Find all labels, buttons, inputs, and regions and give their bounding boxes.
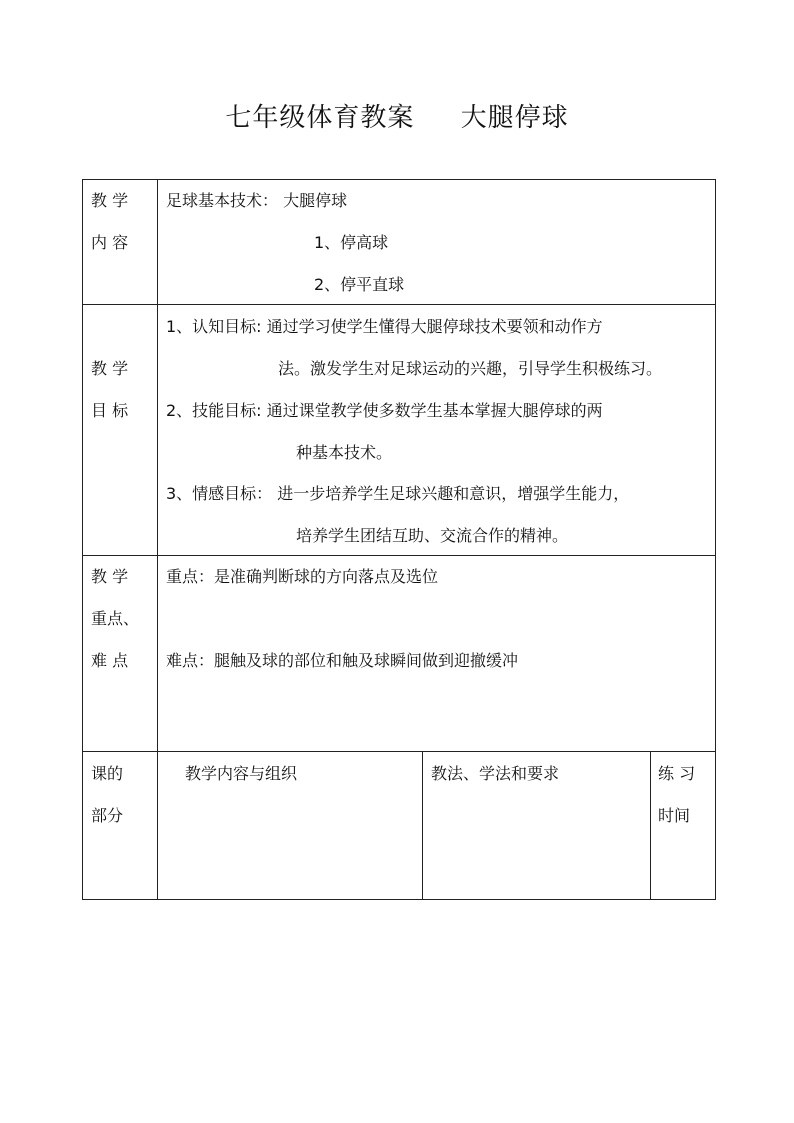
goal-affective-line2: 培养学生团结互助、交流合作的精神。 [296,526,569,545]
goal-skill-line1: 2、技能目标: 通过课堂教学使多数学生基本掌握大腿停球的两 [166,401,603,420]
goal-cognitive-line1: 1、认知目标: 通过学习使学生懂得大腿停球技术要领和动作方 [166,317,603,336]
structure-col4-line1: 练 习 [658,764,696,783]
structure-col3-header: 教法、学法和要求 [431,764,560,783]
keypoints-label-line3: 难 点 [91,651,129,670]
table-rule-1 [82,304,716,305]
page-title: 七年级体育教案 大腿停球 [225,103,569,133]
key-point-text: 重点：是准确判断球的方向落点及选位 [166,567,439,586]
content-item-2: 2、停平直球 [314,275,405,294]
content-label-line1: 教 学 [91,191,129,210]
content-topic: 足球基本技术： 大腿停球 [166,191,348,210]
table-rule-2 [82,555,716,556]
structure-col1-line2: 部分 [91,806,124,825]
keypoints-label-line2: 重点、 [91,609,140,628]
table-border-bottom [82,899,716,900]
table-border-right [715,179,716,900]
content-item-1: 1、停高球 [314,233,389,252]
lesson-plan-table [82,179,716,900]
content-label-line2: 内 容 [91,233,129,252]
structure-col1-line1: 课的 [91,764,124,783]
goal-affective-line1: 3、情感目标： 进一步培养学生足球兴趣和意识，增强学生能力， [166,484,630,503]
table-rule-3 [82,751,716,752]
structure-col2-header: 教学内容与组织 [185,764,298,783]
keypoints-label-line1: 教 学 [91,567,129,586]
structure-col4-line2: 时间 [658,806,691,825]
goals-label-line1: 教 学 [91,359,129,378]
goals-label-line2: 目 标 [91,401,129,420]
table-col-divider-2 [650,751,651,900]
goal-cognitive-line2: 法。激发学生对足球运动的兴趣，引导学生积极练习。 [278,359,663,378]
table-border-top [82,179,716,180]
table-border-left [82,179,83,900]
table-label-divider [157,179,158,900]
difficulty-text: 难点：腿触及球的部位和触及球瞬间做到迎撤缓冲 [166,651,519,670]
goal-skill-line2: 种基本技术。 [296,443,393,462]
table-col-divider-1 [422,751,423,900]
